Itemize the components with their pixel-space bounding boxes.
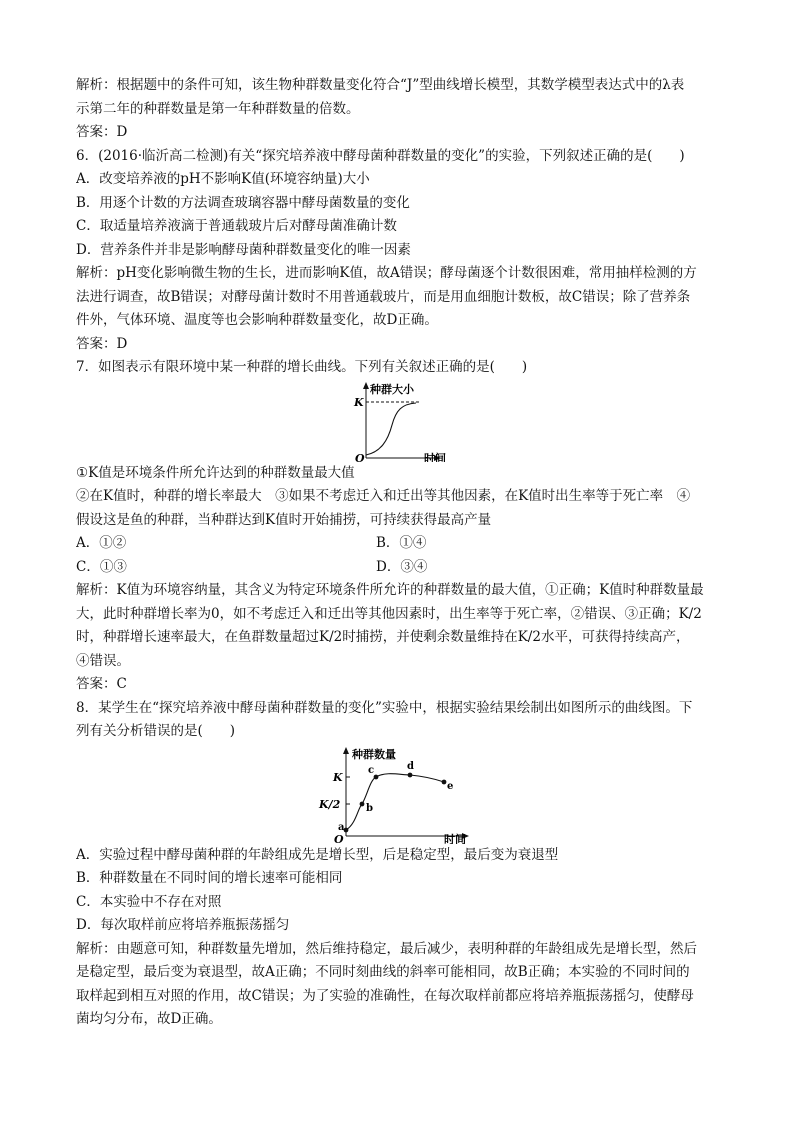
text-line: B．用逐个计数的方法调查玻璃容器中酵母菌数量的变化: [76, 194, 410, 211]
option-right: D．③④: [376, 558, 428, 575]
yeast-curve-svg: [76, 744, 726, 844]
logistic-curve-svg: [76, 380, 726, 462]
option-right: B．①④: [376, 535, 427, 551]
point-label-b: b: [366, 802, 373, 814]
k2-label: K/2: [319, 797, 341, 811]
text-line: 解析：根据题中的条件可知，该生物种群数量变化符合“J”型曲线增长模型，其数学模型表达式中的λ表: [76, 77, 685, 93]
y-axis-label: 种群数量: [352, 747, 396, 761]
y-axis-arrow: [343, 747, 349, 754]
text-line: D．营养条件并非是影响酵母菌种群数量变化的唯一因素: [76, 241, 411, 258]
point-label-d: d: [407, 760, 414, 772]
text-line: 答案：D: [76, 335, 128, 352]
text-line: 6．(2016·临沂高二检测)有关“探究培养液中酵母菌种群数量的变化”的实验，下列叙述正确的是( ): [76, 147, 685, 164]
point-label-e: e: [447, 780, 454, 792]
text-line: 大，此时种群增长率为0，如不考虑迁入和迁出等其他因素时，出生率等于死亡率，②错误、③正确；K/2: [76, 605, 702, 622]
text-line: 答案：C: [76, 676, 127, 692]
point-label-c: c: [368, 764, 375, 776]
text-line: 取样起到相互对照的作用，故C错误；为了实验的准确性，在每次取样前都应将培养瓶振荡摇匀，使酵母: [76, 987, 694, 1004]
text-line: 时，种群增长速率最大，在鱼群数量超过K/2时捕捞，并使剩余数量维持在K/2水平，可获得持续高产，: [76, 629, 690, 645]
text-line: 菌均匀分布，故D正确。: [76, 1011, 222, 1027]
text-line: 是稳定型，最后变为衰退型，故A正确；不同时刻曲线的斜率可能相同，故B正确；本实验的不同时间的: [76, 964, 690, 980]
text-line: 答案：D: [76, 124, 128, 140]
x-axis-label: 时间: [444, 832, 466, 844]
text-line: B．种群数量在不同时间的增长速率可能相同: [76, 870, 343, 886]
text-line: 列有关分析错误的是( ): [76, 723, 236, 739]
growth-curve: [366, 403, 416, 455]
option-row: [76, 556, 726, 580]
figure-yeast-curve: [76, 744, 726, 844]
text-line: A．实验过程中酵母菌种群的年龄组成先是增长型，后是稳定型，最后变为衰退型: [76, 846, 559, 863]
text-line: 解析：pH变化影响微生物的生长，进而影响K值，故A错误；酵母菌逐个计数很困难，常用抽样检测的方: [76, 265, 697, 281]
point-b: [360, 801, 365, 806]
point-c: [374, 774, 379, 779]
text-line: D．每次取样前应将培养瓶振荡摇匀: [76, 917, 290, 933]
text-line: 8．某学生在“探究培养液中酵母菌种群数量的变化”实验中，根据实验结果绘制出如图所示的曲线图。下: [76, 699, 693, 716]
option-row: [76, 532, 726, 556]
point-e: [442, 779, 447, 784]
text-line: 解析：由题意可知，种群数量先增加，然后维持稳定，最后减少，表明种群的年龄组成先是增长型，然后: [76, 940, 697, 957]
option-left: C．①③: [76, 558, 127, 575]
population-curve: [346, 773, 444, 829]
k-label: K: [333, 770, 343, 784]
text-line: 示第二年的种群数量是第一年种群数量的倍数。: [76, 100, 360, 117]
text-line: 解析：K值为环境容纳量，其含义为特定环境条件所允许的种群数量的最大值，①正确；K值时种群数量最: [76, 582, 704, 598]
text-line: C．取适量培养液滴于普通载玻片后对酵母菌准确计数: [76, 218, 397, 234]
y-axis-arrow: [363, 382, 369, 389]
text-line: C．本实验中不存在对照: [76, 893, 222, 910]
option-left: A．①②: [76, 535, 127, 551]
text-line: ①K值是环境条件所允许达到的种群数量最大值: [76, 464, 355, 481]
x-axis-label: 时间: [424, 451, 446, 462]
figure-logistic-curve: [76, 380, 726, 462]
point-label-a: a: [338, 821, 345, 833]
origin-label: O: [355, 451, 365, 462]
text-line: ④错误。: [76, 652, 130, 669]
origin-label: O: [334, 832, 344, 844]
text-line: 7．如图表示有限环境中某一种群的增长曲线。下列有关叙述正确的是( ): [76, 359, 528, 375]
k-label: K: [354, 395, 364, 409]
text-line: 假设这是鱼的种群，当种群达到K值时开始捕捞，可持续获得最高产量: [76, 511, 492, 528]
text-line: 件外，气体环境、温度等也会影响种群数量变化，故D正确。: [76, 312, 438, 328]
text-line: 法进行调查，故B错误；对酵母菌计数时不用普通载玻片，而是用血细胞计数板，故C错误；除了营养条: [76, 288, 691, 305]
text-line: A．改变培养液的pH不影响K值(环境容纳量)大小: [76, 171, 370, 187]
y-axis-label: 种群大小: [370, 382, 414, 396]
text-line: ②在K值时，种群的增长率最大 ③如果不考虑迁入和迁出等其他因素，在K值时出生率等于死亡率 ④: [76, 488, 691, 504]
point-d: [408, 772, 413, 777]
document-page: [76, 74, 726, 1032]
